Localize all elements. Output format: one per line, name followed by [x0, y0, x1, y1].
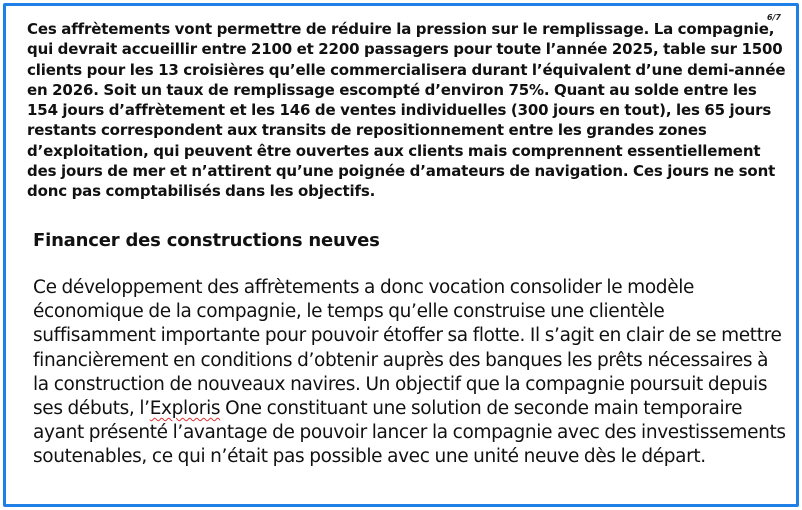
page-number: 6/7	[766, 13, 781, 22]
section-heading: Financer des constructions neuves	[33, 230, 380, 251]
intro-paragraph: Ces affrètements vont permettre de réduire la pression sur le remplissage. La compagnie, qui devrait accueillir entre 2100 et 2200 passagers pour toute l’année 2025, table sur 1500 clients pour les 13 croisières qu’elle commercialisera durant l’équivalent d’une demi-année en 2026. Soit un taux de remplissage escompté d’environ 75%. Quant au solde entre les 154 jours d’affrètement et les 146 de ventes individuelles (300 jours en tout), les 65 jours restants correspondent aux transits de repositionnement entre les grandes zones d’exploitation, qui peuvent être ouvertes aux clients mais comprennent essentiellement des jours de mer et n’attirent qu’une poignée d’amateurs de navigation. Ces jours ne sont donc pas comptabilisés dans les objectifs.	[27, 20, 786, 201]
spellcheck-flagged-word[interactable]: Exploris	[149, 398, 221, 420]
body-paragraph	[33, 276, 788, 470]
document-frame	[3, 3, 799, 507]
body-text-before: Ce développement des affrètements a donc vocation consolider le modèle économique de la compagnie, le temps qu’elle construise une clientèle suffisamment importante pour pouvoir étoffer sa flotte. Il s’agit en clair de se mettre financièrement en conditions d’obtenir auprès des banques les prêts nécessaires à la construction de nouveaux navires. Un objectif que la compagnie poursuit depuis ses débuts, l’	[33, 277, 782, 420]
body-text-after: One constituant une solution de seconde main temporaire ayant présenté l’avantage de pouvoir lancer la compagnie avec des investissements soutenables, ce qui n’était pas possible avec une unité neuve dès le départ.	[33, 398, 786, 468]
